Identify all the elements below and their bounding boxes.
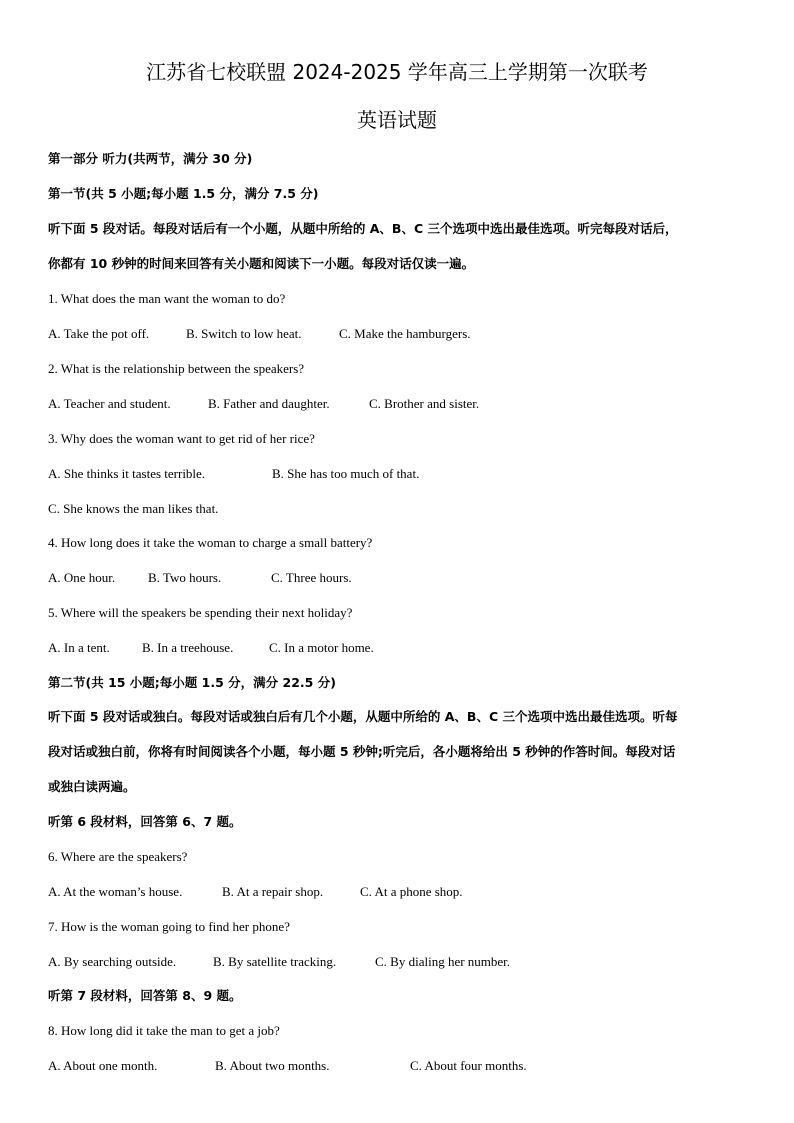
- material-6-heading: 听第 6 段材料，回答第 6、7 题。: [48, 814, 242, 829]
- question-7-option-c: C. By dialing her number.: [375, 954, 511, 969]
- question-6-option-a: A. At the woman’s house.: [48, 884, 183, 899]
- question-6-option-b: B. At a repair shop.: [222, 884, 324, 899]
- question-3: 3. Why does the woman want to get rid of her rice?: [48, 431, 315, 446]
- section2-instruction-line2: 段对话或独白前，你将有时间阅读各个小题，每小题 5 秒钟;听完后，各小题将给出 5 秒钟的作答时间。每段对话: [48, 744, 676, 759]
- question-5-option-a: A. In a tent.: [48, 640, 110, 655]
- section1-heading: 第一节(共 5 小题;每小题 1.5 分，满分 7.5 分): [48, 186, 319, 201]
- question-2: 2. What is the relationship between the speakers?: [48, 361, 305, 376]
- section1-instruction-line2: 你都有 10 秒钟的时间来回答有关小题和阅读下一小题。每段对话仅读一遍。: [48, 256, 475, 271]
- question-8-option-b: B. About two months.: [215, 1058, 330, 1073]
- question-7-option-a: A. By searching outside.: [48, 954, 177, 969]
- question-1-option-a: A. Take the pot off.: [48, 326, 150, 341]
- question-7-option-b: B. By satellite tracking.: [213, 954, 337, 969]
- question-5-option-b: B. In a treehouse.: [142, 640, 234, 655]
- section2-instruction-line3: 或独白读两遍。: [48, 779, 136, 794]
- question-6: 6. Where are the speakers?: [48, 849, 188, 864]
- question-4: 4. How long does it take the woman to charge a small battery?: [48, 535, 373, 550]
- question-3-option-a: A. She thinks it tastes terrible.: [48, 466, 206, 481]
- question-6-option-c: C. At a phone shop.: [360, 884, 463, 899]
- section2-heading: 第二节(共 15 小题;每小题 1.5 分，满分 22.5 分): [48, 675, 336, 690]
- question-2-option-c: C. Brother and sister.: [369, 396, 480, 411]
- question-4-option-b: B. Two hours.: [148, 570, 222, 585]
- question-8-option-c: C. About four months.: [410, 1058, 527, 1073]
- question-7: 7. How is the woman going to find her phone?: [48, 919, 290, 934]
- question-3-option-c: C. She knows the man likes that.: [48, 501, 219, 516]
- question-1-option-c: C. Make the hamburgers.: [339, 326, 471, 341]
- question-1: 1. What does the man want the woman to do?: [48, 291, 286, 306]
- part1-heading: 第一部分 听力(共两节，满分 30 分): [48, 151, 253, 166]
- section1-instruction-line1: 听下面 5 段对话。每段对话后有一个小题，从题中所给的 A、B、C 三个选项中选出最佳选项。听完每段对话后，: [48, 221, 678, 236]
- exam-title: 江苏省七校联盟 2024-2025 学年高三上学期第一次联考: [146, 60, 648, 84]
- question-3-option-b: B. She has too much of that.: [272, 466, 420, 481]
- question-1-option-b: B. Switch to low heat.: [186, 326, 302, 341]
- question-4-option-a: A. One hour.: [48, 570, 116, 585]
- question-8: 8. How long did it take the man to get a job?: [48, 1023, 280, 1038]
- question-2-option-b: B. Father and daughter.: [208, 396, 330, 411]
- question-4-option-c: C. Three hours.: [271, 570, 352, 585]
- exam-subtitle: 英语试题: [357, 108, 437, 132]
- section2-instruction-line1: 听下面 5 段对话或独白。每段对话或独白后有几个小题，从题中所给的 A、B、C 三个选项中选出最佳选项。听每: [48, 709, 678, 724]
- question-5: 5. Where will the speakers be spending their next holiday?: [48, 605, 353, 620]
- material-7-heading: 听第 7 段材料，回答第 8、9 题。: [48, 988, 242, 1003]
- question-2-option-a: A. Teacher and student.: [48, 396, 171, 411]
- question-5-option-c: C. In a motor home.: [269, 640, 374, 655]
- question-8-option-a: A. About one month.: [48, 1058, 158, 1073]
